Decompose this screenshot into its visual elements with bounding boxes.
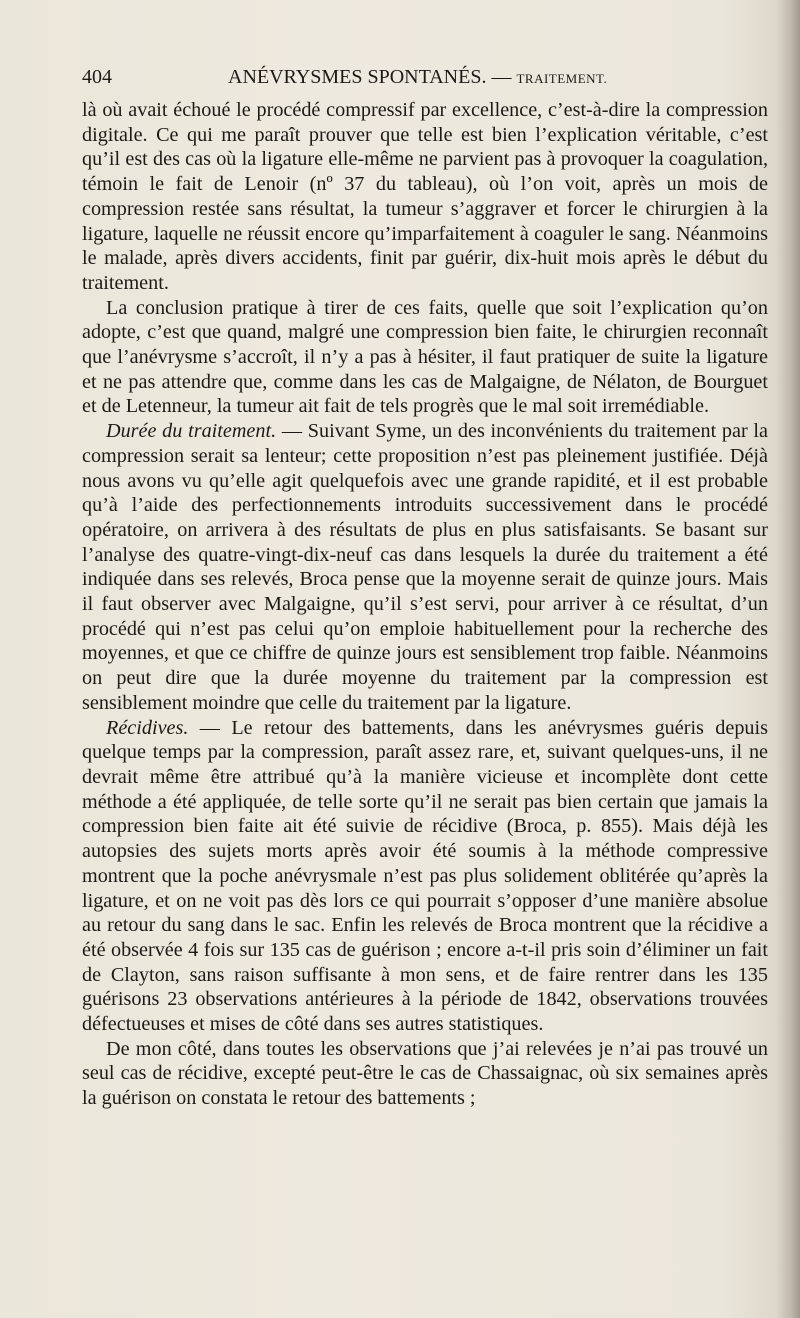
section-heading-duree: Durée du traitement.: [106, 420, 277, 443]
running-title: [228, 62, 607, 94]
header-title: ANÉVRYSMES SPONTANÉS.: [228, 66, 487, 88]
paragraph-3: [82, 419, 768, 715]
page-edge-shadow: [776, 0, 800, 1318]
paragraph-2: [82, 296, 768, 420]
paragraph-1: [82, 98, 768, 296]
running-header: [82, 62, 782, 92]
paragraph-text: De mon côté, dans toutes les observations que j’ai relevées je n’ai pas trouvé un seul cas de récidive, excepté peut-être le cas de Chassaignac, où six semaines après la guérison on constata le retour des battements ;: [82, 1037, 768, 1110]
header-subtitle: TRAITEMENT.: [516, 71, 608, 86]
paragraph-text: là où avait échoué le procédé compressif par excellence, c’est-à-dire la compression digitale. Ce qui me paraît prouver que telle est bien l’explication véritable, c’est qu’il est des cas où la ligature elle-même ne parvient pas à provoquer la coagulation, témoin le fait de Lenoir (nº 37 du tableau), où l’on voit, après un mois de compression restée sans résultat, la tumeur s’aggraver et forcer le chirurgien à la ligature, laquelle ne réussit encore qu’imparfaitement à coaguler le sang. Néanmoins le malade, après divers accidents, finit par guérir, dix-huit mois après le début du traitement.: [82, 99, 768, 294]
body-text: [82, 98, 768, 1111]
section-heading-recidives: Récidives.: [106, 716, 189, 739]
paragraph-text: — Le retour des battements, dans les anévrysmes guéris depuis quelque temps par la compression, paraît assez rare, et, suivant quelques-uns, il ne devrait même être attribué qu’à la manière vicieuse et incomplète dont cette méthode a été appliquée, de telle sorte qu’il ne serait pas bien certain que jamais la compression bien faite ait été suivie de récidive (Broca, p. 855). Mais déjà les autopsies des sujets morts après avoir été soumis à la méthode compressive montrent que la poche anévrysmale n’est pas plus solidement oblitérée qu’après la ligature, et on ne voit pas dès lors ce qui pourrait s’opposer d’une manière absolue au retour du sang dans le sac. Enfin les relevés de Broca montrent que la récidive a été observée 4 fois sur 135 cas de guérison ; encore a-t-il pris soin d’éliminer un fait de Clayton, sans raison suffisante à mon sens, et de faire rentrer dans les 135 guérisons 23 observations antérieures à la période de 1842, observations trouvées défectueuses et mises de côté dans ses autres statistiques.: [82, 716, 768, 1036]
paragraph-text: La conclusion pratique à tirer de ces faits, quelle que soit l’explication qu’on adopte, c’est que quand, malgré une compression bien faite, le chirurgien reconnaît que l’anévrysme s’accroît, il n’y a pas à hésiter, il faut pratiquer de suite la ligature et ne pas attendre que, comme dans les cas de Malgaigne, de Nélaton, de Bourguet et de Letenneur, la tumeur ait fait de tels progrès que le mal soit irremédiable.: [82, 296, 768, 418]
paragraph-4: [82, 716, 768, 1037]
paragraph-text: — Suivant Syme, un des inconvénients du traitement par la compression serait sa lenteur; cette proposition n’est pas pleinement justifiée. Déjà nous avons vu qu’elle agit quelquefois avec une grande rapidité, et il est probable qu’à l’aide des perfectionnements introduits successivement dans le procédé opératoire, on arrivera à des résultats de plus en plus satisfaisants. Se basant sur l’analyse des quatre-vingt-dix-neuf cas dans lesquels la durée du traitement a été indiquée dans ses relevés, Broca pense que la moyenne serait de quinze jours. Mais il faut observer avec Malgaigne, qu’il s’est servi, pour arriver à ce résultat, d’un procédé qui n’est pas celui qu’on emploie habituellement pour la recherche des moyennes, et que ce chiffre de quinze jours est sensiblement trop faible. Néanmoins on peut dire que la durée moyenne du traitement par la compression est sensiblement moindre que celle du traitement par la ligature.: [82, 420, 768, 714]
page-number: 404: [82, 66, 112, 88]
paragraph-5: [82, 1037, 768, 1111]
header-dash: —: [491, 66, 512, 88]
